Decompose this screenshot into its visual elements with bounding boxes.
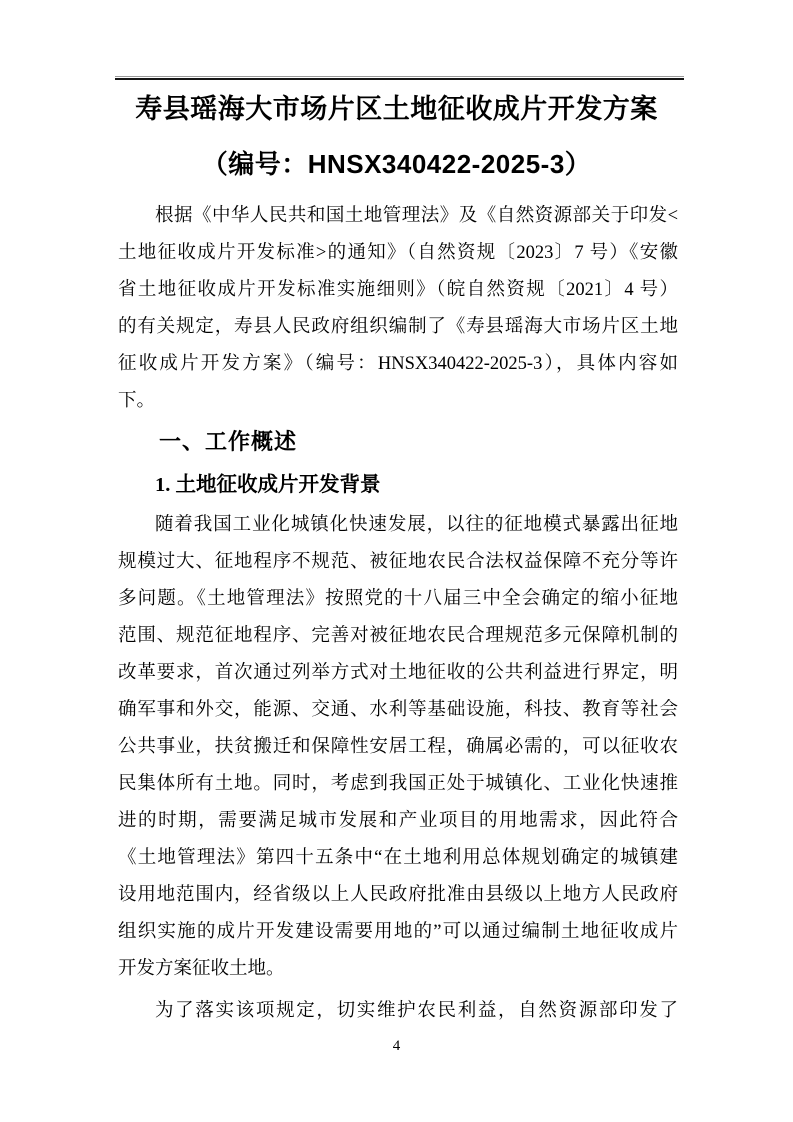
text-line: 随着我国工业化城镇化快速发展，以往的征地模式暴露出征地 bbox=[155, 515, 678, 535]
text-line: 的有关规定，寿县人民政府组织编制了《寿县瑶海大市场片区土地 bbox=[118, 317, 678, 337]
text-line: 多问题。《土地管理法》按照党的十八届三中全会确定的缩小征地 bbox=[118, 589, 678, 609]
text-line: 设用地范围内，经省级以上人民政府批准由县级以上地方人民政府 bbox=[118, 885, 678, 905]
text-line: 根据《中华人民共和国土地管理法》及《自然资源部关于印发< bbox=[155, 206, 678, 226]
intro-paragraph bbox=[118, 198, 678, 420]
text-line: 确军事和外交，能源、交通、水利等基础设施，科技、教育等社会 bbox=[118, 700, 678, 720]
closing-paragraph bbox=[118, 993, 678, 1030]
text-line: 组织实施的成片开发建设需要用地的”可以通过编制土地征收成片 bbox=[118, 922, 678, 942]
text-line: 公共事业，扶贫搬迁和保障性安居工程，确属必需的，可以征收农 bbox=[118, 737, 678, 757]
text-line: 下。 bbox=[118, 391, 156, 411]
text-line: 征收成片开发方案》（编号：HNSX340422-2025-3），具体内容如 bbox=[118, 354, 678, 374]
text-line: 范围、规范征地程序、完善对被征地农民合理规范多元保障机制的 bbox=[118, 626, 678, 646]
text-line: 开发方案征收土地。 bbox=[118, 959, 285, 979]
background-paragraph bbox=[118, 507, 678, 988]
document-title: 寿县瑶海大市场片区土地征收成片开发方案 bbox=[135, 94, 658, 124]
text-line: 进的时期，需要满足城市发展和产业项目的用地需求，因此符合 bbox=[118, 811, 678, 831]
text-line: 《土地管理法》第四十五条中“在土地利用总体规划确定的城镇建 bbox=[118, 848, 678, 868]
text-line: 省土地征收成片开发标准实施细则》（皖自然资规〔2021〕4 号） bbox=[118, 280, 678, 300]
text-line: 民集体所有土地。同时，考虑到我国正处于城镇化、工业化快速推 bbox=[118, 774, 678, 794]
document-subtitle: （编号：HNSX340422-2025-3） bbox=[201, 149, 592, 179]
subsection-heading-background: 1. 土地征收成片开发背景 bbox=[155, 474, 381, 496]
text-line: 规模过大、征地程序不规范、被征地农民合法权益保障不充分等许 bbox=[118, 552, 678, 572]
text-line: 改革要求，首次通过列举方式对土地征收的公共利益进行界定，明 bbox=[118, 663, 678, 683]
header-divider bbox=[115, 76, 684, 80]
section-heading-overview: 一、工作概述 bbox=[159, 429, 298, 454]
text-line: 土地征收成片开发标准>的通知》（自然资规〔2023〕7 号）《安徽 bbox=[118, 243, 678, 263]
text-line: 为了落实该项规定，切实维护农民利益，自然资源部印发了 bbox=[155, 1001, 678, 1021]
page-number-label: 4 bbox=[392, 1038, 401, 1054]
document-body bbox=[118, 198, 678, 1030]
